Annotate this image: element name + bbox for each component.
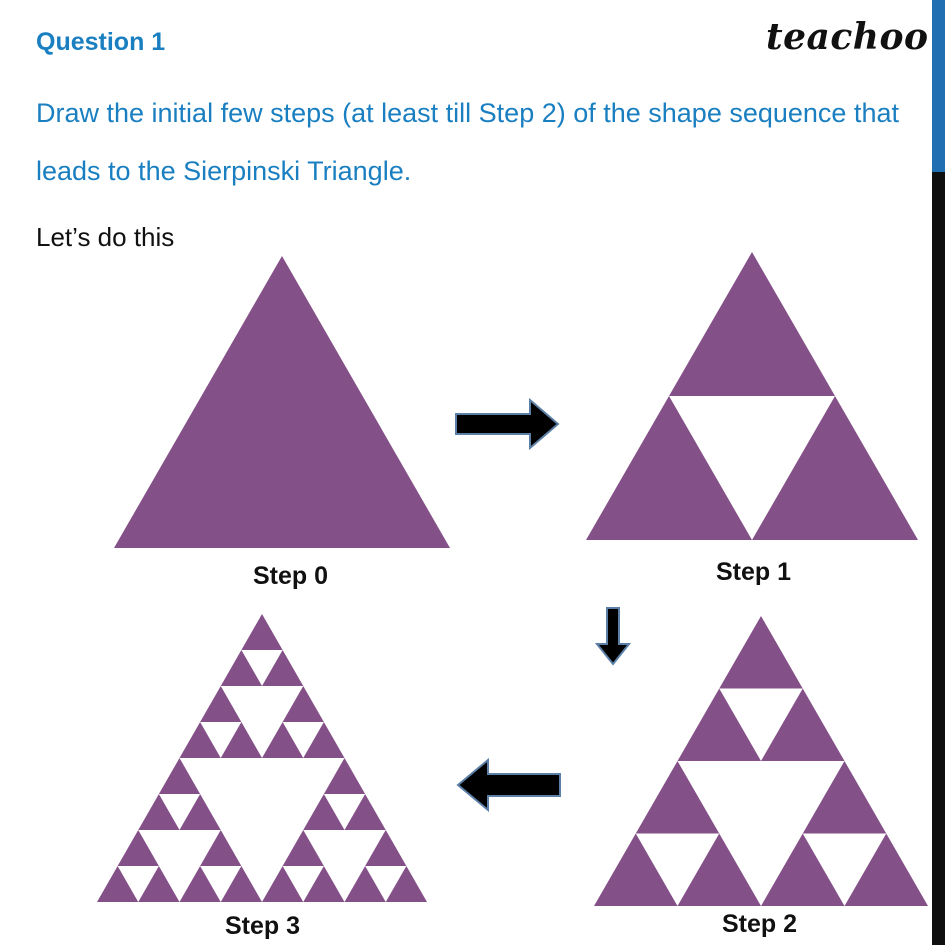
- filled-triangle: [345, 794, 386, 830]
- filled-triangle: [221, 722, 262, 758]
- step-1-triangle: [586, 252, 918, 540]
- filled-triangle: [761, 689, 845, 762]
- arrow-right-icon: [454, 398, 560, 450]
- filled-triangle: [303, 866, 344, 902]
- filled-triangle: [324, 758, 365, 794]
- filled-triangle: [138, 794, 179, 830]
- filled-triangle: [283, 686, 324, 722]
- filled-triangle: [752, 396, 918, 540]
- filled-triangle: [303, 722, 344, 758]
- brand-logo: teachoo: [766, 16, 929, 58]
- step-2-label: Step 2: [722, 910, 798, 938]
- filled-triangle: [180, 794, 221, 830]
- filled-triangle: [594, 834, 678, 907]
- filled-triangle: [586, 396, 752, 540]
- filled-triangle: [200, 830, 241, 866]
- filled-triangle: [262, 722, 303, 758]
- filled-triangle: [200, 686, 241, 722]
- step-3-label: Step 3: [225, 912, 301, 940]
- filled-triangle: [303, 794, 344, 830]
- filled-triangle: [678, 689, 762, 762]
- filled-triangle: [678, 834, 762, 907]
- filled-triangle: [803, 761, 887, 834]
- filled-triangle: [159, 758, 200, 794]
- filled-triangle: [761, 834, 845, 907]
- filled-triangle: [636, 761, 720, 834]
- filled-triangle: [262, 866, 303, 902]
- side-accent-bar-top: [932, 0, 945, 172]
- arrow-left-icon: [456, 758, 562, 812]
- filled-triangle: [221, 866, 262, 902]
- step-0-triangle: [114, 256, 450, 548]
- step-2-triangle: [594, 616, 928, 906]
- step-3-triangle: [97, 614, 427, 902]
- filled-triangle: [262, 650, 303, 686]
- question-text: Draw the initial few steps (at least till Step 2) of the shape sequence that leads to the Sierpinski Triangle.: [36, 98, 899, 186]
- filled-triangle: [241, 614, 282, 650]
- filled-triangle: [114, 256, 450, 548]
- filled-triangle: [180, 866, 221, 902]
- filled-triangle: [97, 866, 138, 902]
- filled-triangle: [180, 722, 221, 758]
- filled-triangle: [283, 830, 324, 866]
- filled-triangle: [845, 834, 929, 907]
- arrow-down-icon: [595, 606, 631, 666]
- filled-triangle: [719, 616, 803, 689]
- filled-triangle: [221, 650, 262, 686]
- step-0-label: Step 0: [253, 562, 329, 590]
- filled-triangle: [345, 866, 386, 902]
- intro-text: Let’s do this: [36, 222, 175, 252]
- side-accent-bar-bottom: [932, 172, 945, 945]
- filled-triangle: [138, 866, 179, 902]
- filled-triangle: [118, 830, 159, 866]
- filled-triangle: [386, 866, 427, 902]
- filled-triangle: [669, 252, 835, 396]
- step-1-label: Step 1: [716, 558, 792, 586]
- filled-triangle: [365, 830, 406, 866]
- question-title: Question 1: [36, 28, 166, 56]
